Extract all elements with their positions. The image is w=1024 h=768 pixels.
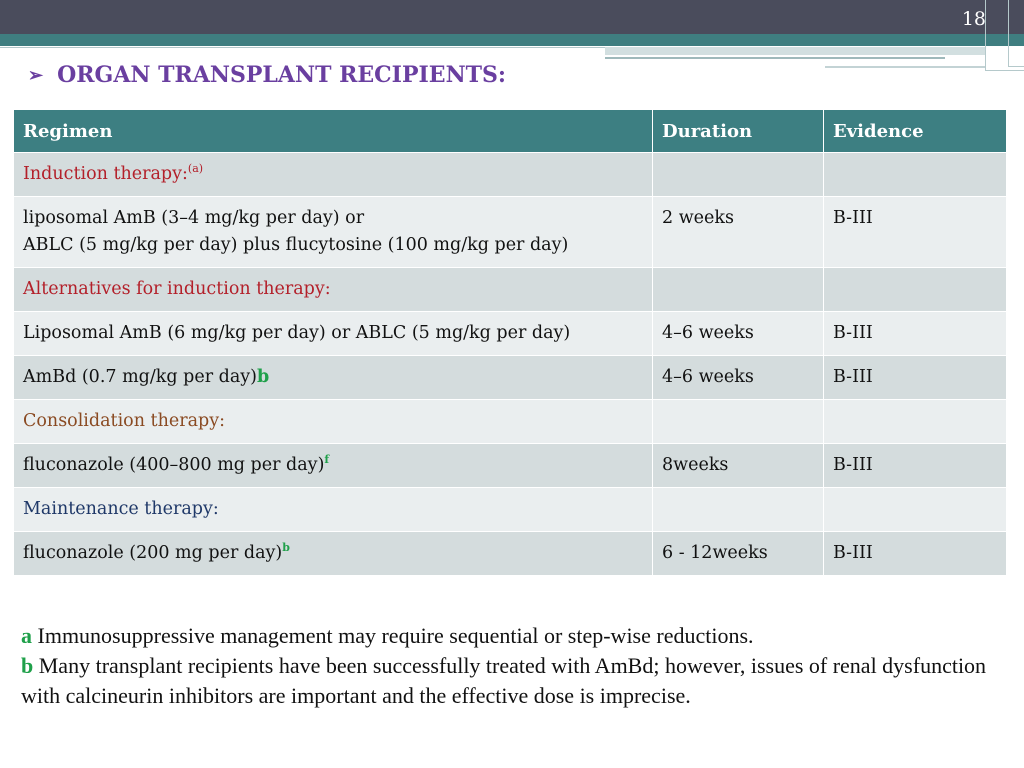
- slide-title-text: ORGAN TRANSPLANT RECIPIENTS:: [57, 62, 507, 88]
- table-row: [14, 153, 1007, 197]
- footnote-mark: b: [21, 653, 34, 678]
- header-regimen: Regimen: [14, 110, 653, 153]
- table-row: [14, 312, 1007, 356]
- duration-cell: [653, 268, 824, 312]
- table-row: [14, 400, 1007, 444]
- duration-cell: [653, 488, 824, 532]
- evidence-cell: [824, 268, 1007, 312]
- section-label: Induction therapy:$^{(a)}$: [14, 153, 653, 197]
- regimen-cell: fluconazole (200 mg per day)$^b$: [14, 532, 653, 576]
- footnote-ref: f: [324, 453, 330, 467]
- duration-cell: 2 weeks: [653, 197, 824, 268]
- regimen-cell: Liposomal AmB (6 mg/kg per day) or ABLC (5 mg/kg per day): [14, 312, 653, 356]
- decor-line: [825, 66, 985, 68]
- regimen-cell: liposomal AmB (3–4 mg/kg per day) or ABLC (5 mg/kg per day) plus flucytosine (100 mg/kg per day): [14, 197, 653, 268]
- decor-line: [605, 47, 985, 55]
- table-row: [14, 197, 1007, 268]
- duration-cell: [653, 400, 824, 444]
- decor-line: [0, 47, 605, 48]
- header-evidence: Evidence: [824, 110, 1007, 153]
- decor-frame: [1008, 0, 1024, 67]
- arrow-bullet-icon: ➢: [28, 64, 44, 86]
- footnote-ref: b: [256, 367, 270, 387]
- footnote-ref: (a): [187, 162, 204, 176]
- table-header-row: [14, 110, 1007, 153]
- table-row: [14, 268, 1007, 312]
- regimen-cell: fluconazole (400–800 mg per day)$^f$: [14, 444, 653, 488]
- evidence-cell: [824, 153, 1007, 197]
- section-label: Consolidation therapy:: [14, 400, 653, 444]
- footnotes: [21, 621, 1006, 711]
- decor-line: [605, 57, 945, 59]
- duration-cell: [653, 153, 824, 197]
- evidence-cell: B-III: [824, 356, 1007, 400]
- header-duration: Duration: [653, 110, 824, 153]
- footnote-text: Many transplant recipients have been successfully treated with AmBd; however, issues of renal dysfunction with calcineurin inhibitors are important and the effective dose is imprecise.: [21, 653, 987, 708]
- evidence-cell: [824, 488, 1007, 532]
- evidence-cell: B-III: [824, 197, 1007, 268]
- duration-cell: 4–6 weeks: [653, 356, 824, 400]
- table-row: [14, 444, 1007, 488]
- footnote-mark: a: [21, 623, 32, 648]
- regimen-table: [13, 109, 1007, 576]
- table-row: [14, 356, 1007, 400]
- footnote-b: [21, 651, 1006, 711]
- regimen-cell: AmBd (0.7 mg/kg per day)b: [14, 356, 653, 400]
- table-row: [14, 488, 1007, 532]
- evidence-cell: B-III: [824, 444, 1007, 488]
- duration-cell: 4–6 weeks: [653, 312, 824, 356]
- footnote-ref: b: [282, 541, 290, 555]
- section-label: Maintenance therapy:: [14, 488, 653, 532]
- footnote-a: [21, 621, 1006, 651]
- evidence-cell: B-III: [824, 312, 1007, 356]
- duration-cell: 6 - 12weeks: [653, 532, 824, 576]
- table-row: [14, 532, 1007, 576]
- accent-band: [0, 34, 1024, 46]
- section-label: Alternatives for induction therapy:: [14, 268, 653, 312]
- duration-cell: 8weeks: [653, 444, 824, 488]
- slide-title: [28, 62, 506, 88]
- evidence-cell: B-III: [824, 532, 1007, 576]
- evidence-cell: [824, 400, 1007, 444]
- page-number: 18: [961, 8, 986, 30]
- top-bar: [0, 0, 1024, 34]
- footnote-text: Immunosuppressive management may require sequential or step-wise reductions.: [32, 623, 754, 648]
